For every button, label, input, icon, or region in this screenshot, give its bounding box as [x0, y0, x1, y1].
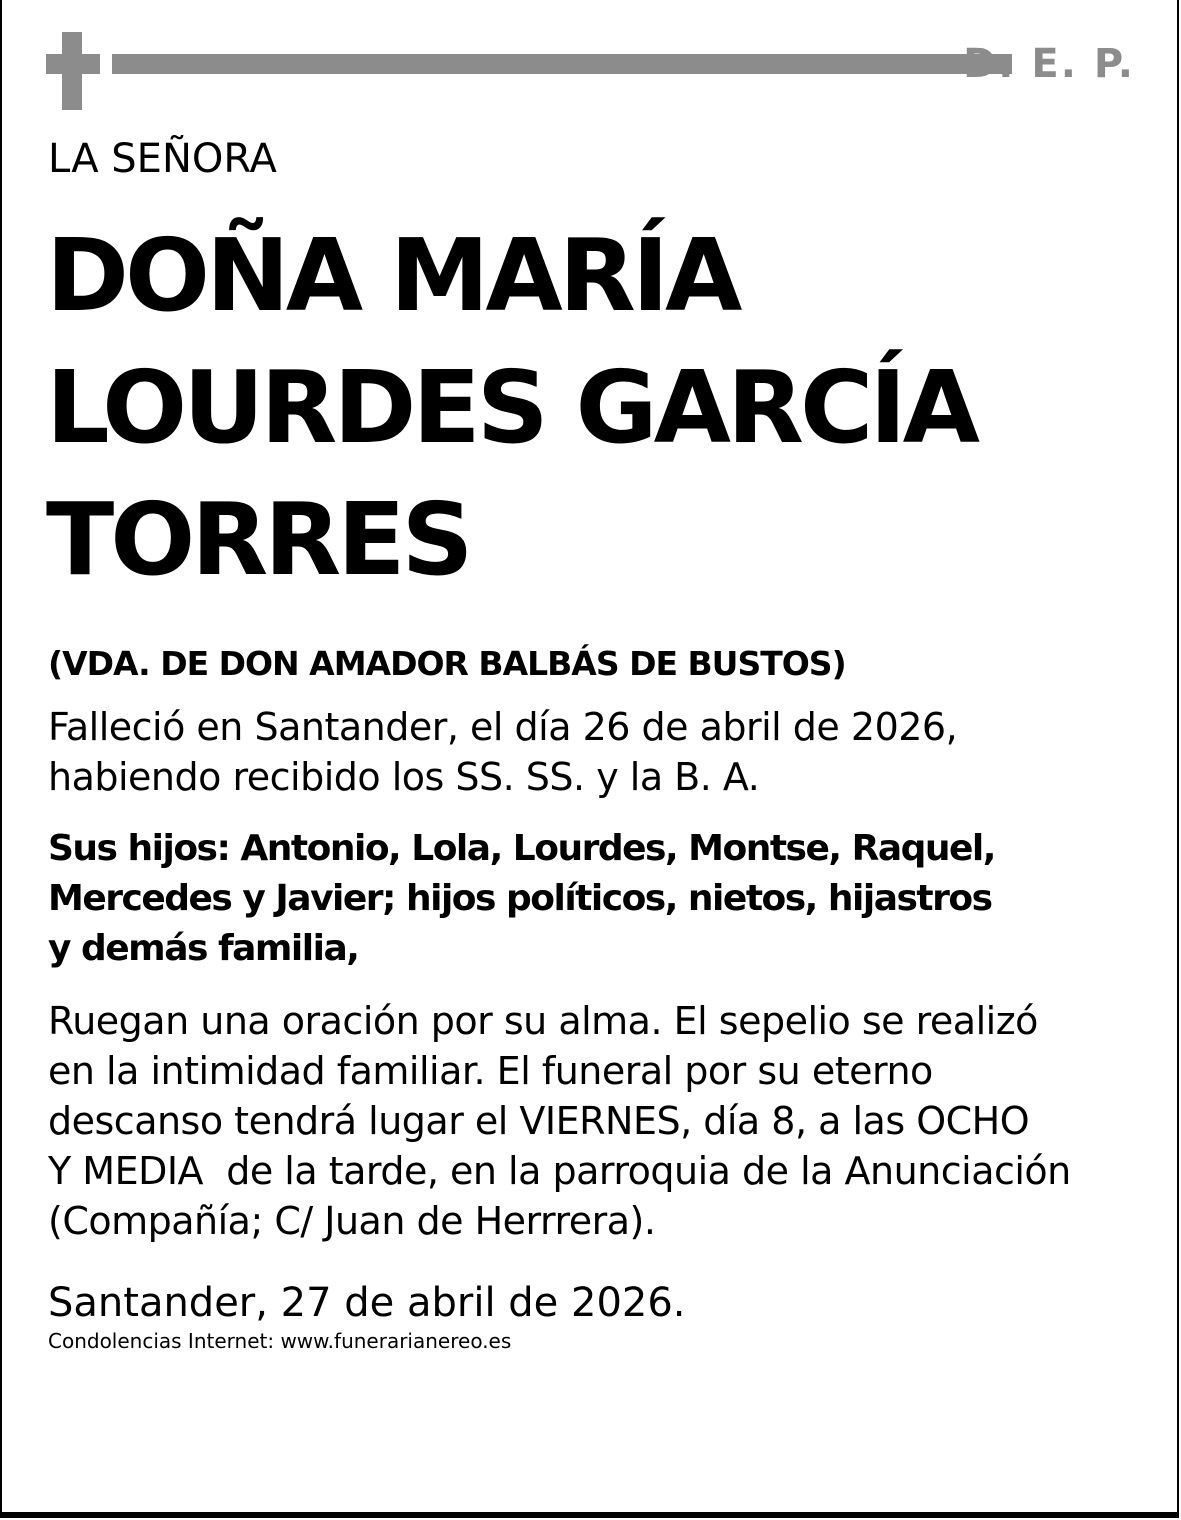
service-line: Ruegan una oración por su alma. El sepelio se realizó [48, 999, 1038, 1043]
service-line: (Compañía; C/ Juan de Herrrera). [48, 1199, 656, 1243]
service-line: descanso tendrá lugar el VIERNES, día 8, a las OCHO [48, 1099, 1030, 1143]
cross-icon-bar [46, 54, 100, 74]
death-notice-line: Falleció en Santander, el día 26 de abril de 2026, [48, 705, 958, 749]
family-line: Sus hijos: Antonio, Lola, Lourdes, Montse, Raquel, [48, 828, 995, 869]
deceased-name [46, 210, 976, 606]
name-line: LOURDES GARCÍA [46, 349, 976, 466]
family-line: y demás familia, [48, 928, 359, 969]
family-list [48, 824, 995, 974]
service-line: en la intimidad familiar. El funeral por su eterno [48, 1049, 933, 1093]
header-rule [112, 54, 1012, 74]
intro-title: LA SEÑORA [48, 136, 277, 182]
death-notice-line: habiendo recibido los SS. SS. y la B. A. [48, 755, 760, 799]
condolences-link[interactable]: Condolencias Internet: www.funerarianereo.es [48, 1329, 512, 1353]
widow-of: (VDA. DE DON AMADOR BALBÁS DE BUSTOS) [48, 644, 846, 683]
death-notice [48, 702, 957, 802]
service-info [48, 996, 1071, 1246]
name-line: DOÑA MARÍA [46, 217, 739, 334]
dep-label: D. E. P. [963, 41, 1135, 87]
name-line: TORRES [46, 481, 470, 598]
service-line: Y MEDIA de la tarde, en la parroquia de la Anunciación [48, 1149, 1071, 1193]
family-line: Mercedes y Javier; hijos políticos, nietos, hijastros [48, 878, 992, 919]
place-date: Santander, 27 de abril de 2026. [48, 1280, 686, 1326]
